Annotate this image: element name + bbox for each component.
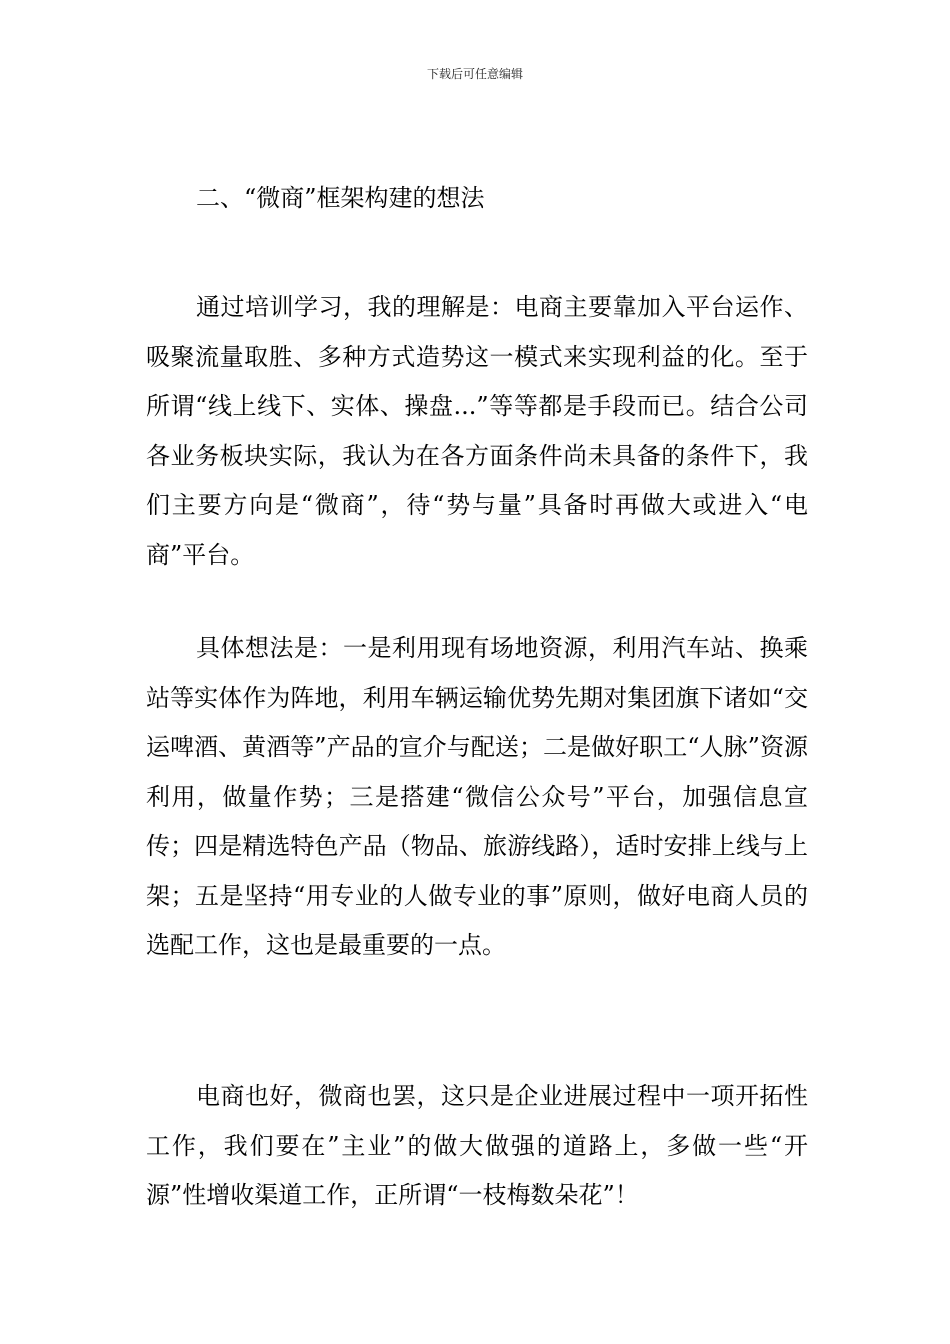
section-heading: 二、“微商”框架构建的想法: [196, 184, 485, 212]
paragraph-understanding: 通过培训学习，我的理解是：电商主要靠加入平台运作、吸聚流量取胜、多种方式造势这一模式来实现利益的化。至于所谓“线上线下、实体、操盘...”等等都是手段而已。结合公司各业务板块实际，我认为在各方面条件尚未具备的条件下，我们主要方向是“微商”，待“势与量”具备时再做大或进入“电商”平台。: [146, 293, 808, 569]
header-note: 下载后可任意编辑: [426, 67, 523, 81]
paragraph-conclusion: 电商也好，微商也罢，这只是企业进展过程中一项开拓性工作，我们要在”主业”的做大做强的道路上，多做一些“开源”性增收渠道工作，正所谓“一枝梅数朵花”！: [146, 1082, 808, 1209]
paragraph-specific-ideas: 具体想法是：一是利用现有场地资源，利用汽车站、换乘站等实体作为阵地，利用车辆运输优势先期对集团旗下诸如“交运啤酒、黄酒等”产品的宣介与配送；二是做好职工“人脉”资源利用，做量作势；三是搭建“微信公众号”平台，加强信息宣传；四是精选特色产品（物品、旅游线路），适时安排上线与上架；五是坚持“用专业的人做专业的事”原则，做好电商人员的选配工作，这也是最重要的一点。: [146, 634, 808, 959]
